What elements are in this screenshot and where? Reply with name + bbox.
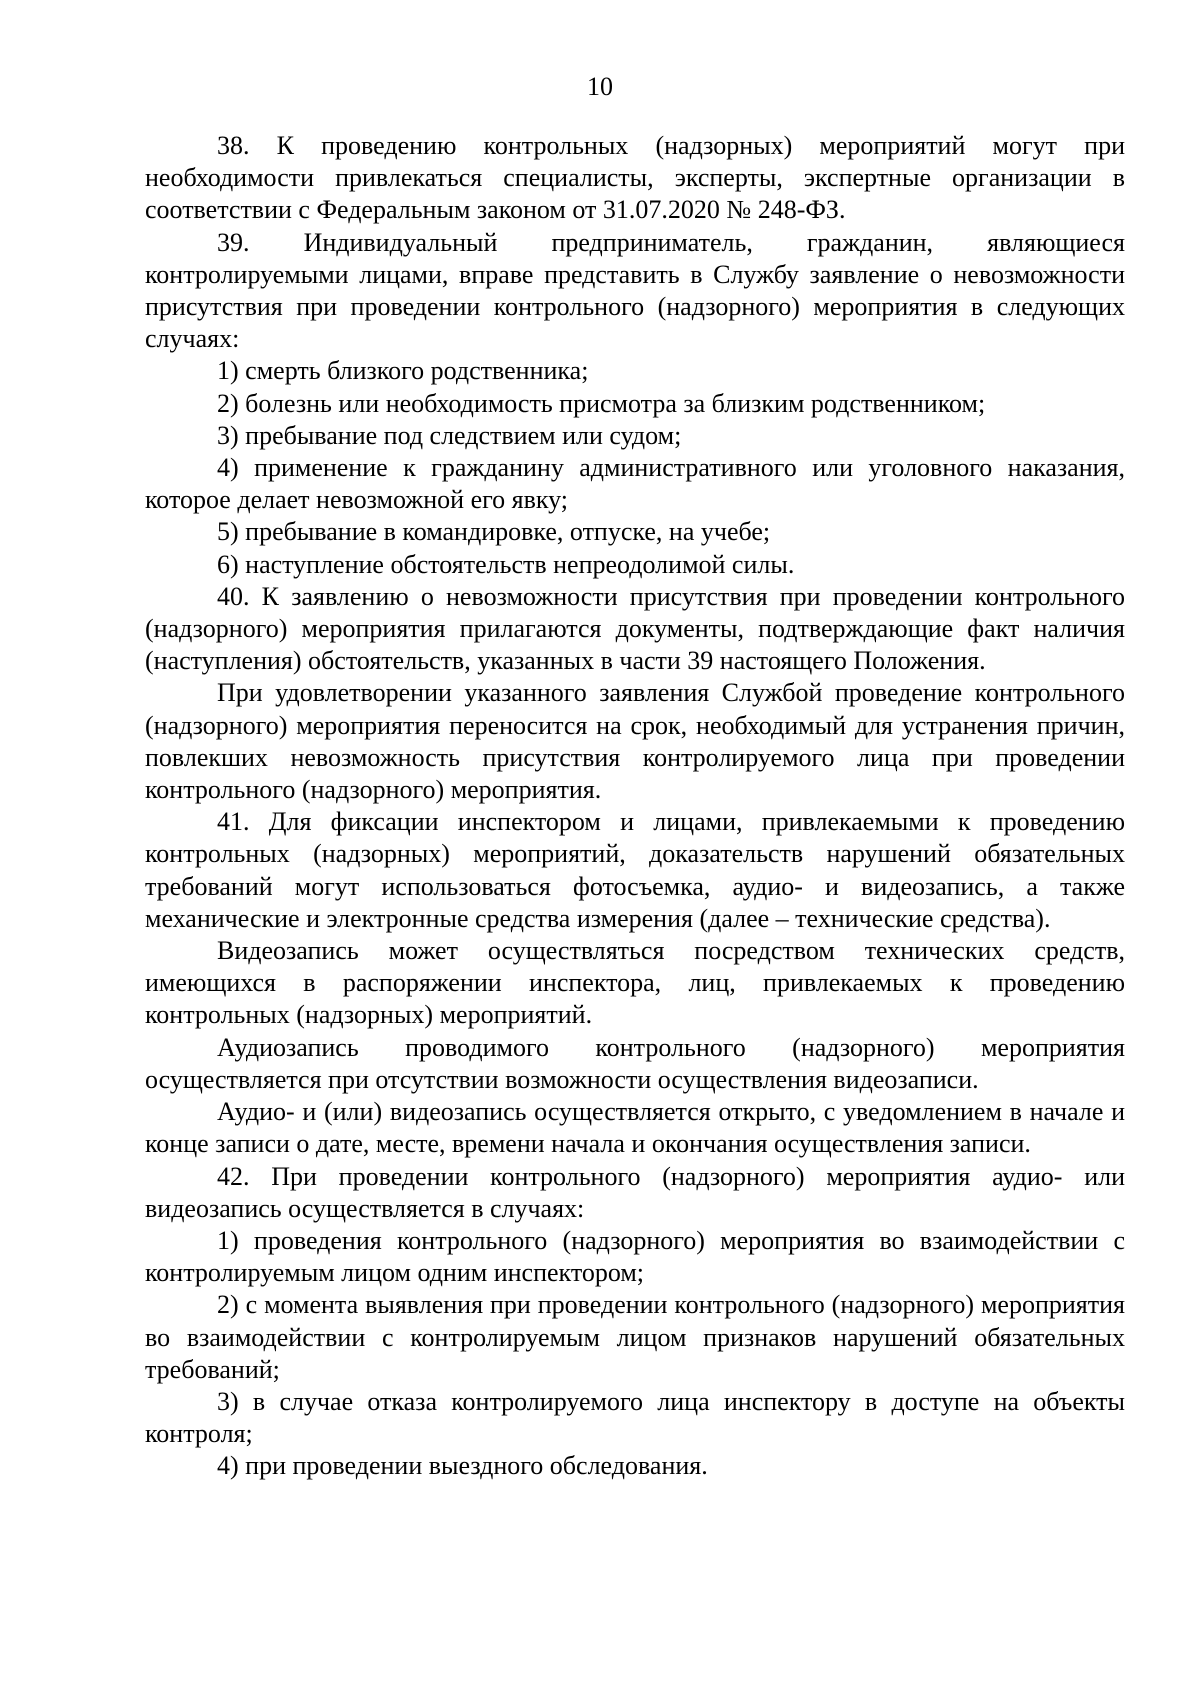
list-item-42-3: 3) в случае отказа контролируемого лица инспектору в доступе на объекты контроля; xyxy=(145,1386,1125,1449)
list-item-39-6: 6) наступление обстоятельств непреодолимой силы. xyxy=(217,549,795,579)
list-item-42-2: 2) с момента выявления при проведении контрольного (надзорного) мероприятия во взаимодействии с контролируемым лицом признаков нарушений обязательных требований; xyxy=(145,1290,1125,1384)
list-item-39-2: 2) болезнь или необходимость присмотра за близким родственником; xyxy=(217,388,986,418)
paragraph-41-open-recording: Аудио- и (или) видеозапись осуществляется открыто, с уведомлением в начале и конце записи о дате, месте, времени начала и окончания осуществления записи. xyxy=(145,1097,1125,1159)
paragraph-42: 42. При проведении контрольного (надзорного) мероприятия аудио- или видеозапись осуществляется в случаях: xyxy=(145,1161,1125,1223)
paragraph-39: 39. Индивидуальный предприниматель, гражданин, являющиеся контролируемыми лицами, вправе представить в Службу заявление о невозможности присутствия при проведении контрольного (надзорного) мероприятия в следующих случаях: xyxy=(145,227,1125,354)
paragraph-40: 40. К заявлению о невозможности присутствия при проведении контрольного (надзорного) мероприятия прилагаются документы, подтверждающие факт наличия (наступления) обстоятельств, указанных в части 39 настоящего Положения. xyxy=(145,581,1125,676)
list-item-39-5: 5) пребывание в командировке, отпуске, на учебе; xyxy=(217,517,771,547)
paragraph-41-audio: Аудиозапись проводимого контрольного (надзорного) мероприятия осуществляется при отсутствии возможности осуществления видеозаписи. xyxy=(145,1032,1125,1094)
paragraph-41-video: Видеозапись может осуществляться посредством технических средств, имеющихся в распоряжении инспектора, лиц, привлекаемых к проведению контрольных (надзорных) мероприятий. xyxy=(145,936,1125,1030)
list-item-42-4: 4) при проведении выездного обследования. xyxy=(217,1451,708,1481)
page-number: 10 xyxy=(587,72,613,101)
list-item-39-1: 1) смерть близкого родственника; xyxy=(217,356,589,386)
list-item-39-4: 4) применение к гражданину административного или уголовного наказания, которое делает невозможной его явку; xyxy=(145,453,1125,515)
paragraph-38: 38. К проведению контрольных (надзорных) мероприятий могут при необходимости привлекаться специалисты, эксперты, экспертные организации в соответствии с Федеральным законом от 31.07.2020 № 248-ФЗ. xyxy=(145,131,1125,225)
paragraph-41: 41. Для фиксации инспектором и лицами, привлекаемыми к проведению контрольных (надзорных) мероприятий, доказательств нарушений обязательных требований могут использоваться фотосъемка, аудио- и видеозапись, а также механические и электронные средства измерения (далее – технические средства). xyxy=(145,807,1125,933)
list-item-39-3: 3) пребывание под следствием или судом; xyxy=(217,420,682,450)
list-item-42-1: 1) проведения контрольного (надзорного) мероприятия во взаимодействии с контролируемым лицом одним инспектором; xyxy=(145,1225,1125,1288)
paragraph-40-continued: При удовлетворении указанного заявления Службой проведение контрольного (надзорного) мероприятия переносится на срок, необходимый для устранения причин, повлекших невозможность присутствия контролируемого лица при проведении контрольного (надзорного) мероприятия. xyxy=(145,678,1125,805)
document-body xyxy=(145,130,1125,1483)
